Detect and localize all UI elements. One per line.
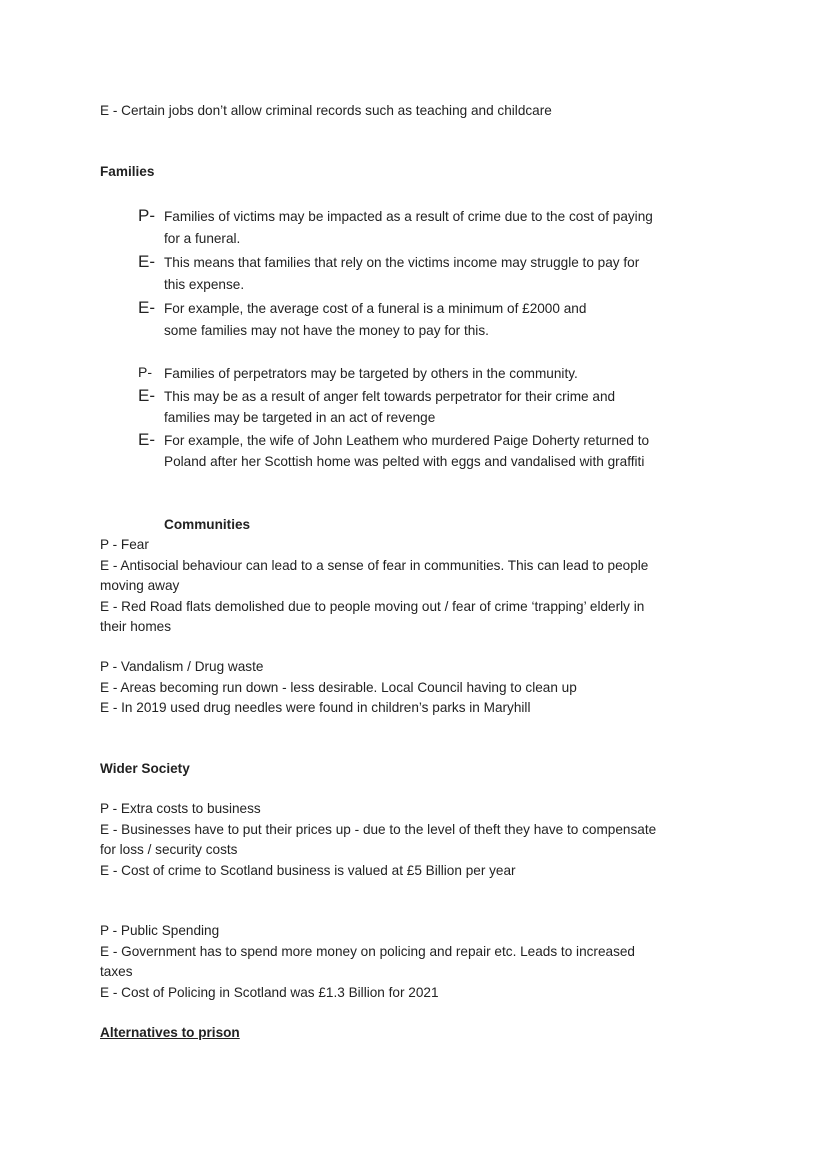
- list-item-text: Families of perpetrators may be targeted by others in the community.: [164, 366, 578, 381]
- communities-block-2: [100, 657, 740, 719]
- communities-section: [164, 515, 804, 536]
- list-item-text: For example, the average cost of a funeral is a minimum of £2000 and: [164, 301, 587, 316]
- list-item: [138, 298, 738, 341]
- text-line: E - Red Road flats demolished due to people moving out / fear of crime ‘trapping’ elderly in: [100, 598, 645, 614]
- list-item: [138, 363, 738, 385]
- text-line: E - Businesses have to put their prices up - due to the level of theft they have to compensate: [100, 821, 657, 837]
- alternatives-section: [100, 1023, 740, 1044]
- families-section: [100, 162, 740, 183]
- list-marker: E-: [138, 429, 155, 449]
- text-line: E - Antisocial behaviour can lead to a sense of fear in communities. This can lead to people: [100, 557, 649, 573]
- wider-society-block-1: [100, 799, 740, 881]
- list-marker: P-: [138, 206, 155, 225]
- list-marker: E-: [138, 298, 155, 317]
- list-marker: P-: [138, 364, 152, 380]
- text-line: P - Fear: [100, 537, 149, 552]
- intro-line: E - Certain jobs don’t allow criminal records such as teaching and childcare: [100, 103, 552, 118]
- list-item-text: Poland after her Scottish home was pelted with eggs and vandalised with graffiti: [164, 454, 645, 469]
- text-line: P - Public Spending: [100, 923, 220, 938]
- text-line: E - Cost of crime to Scotland business is valued at £5 Billion per year: [100, 862, 516, 878]
- list-item: [138, 252, 738, 295]
- alternatives-heading: Alternatives to prison: [100, 1025, 240, 1040]
- text-line: taxes: [100, 964, 133, 979]
- list-item-text: This may be as a result of anger felt towards perpetrator for their crime and: [164, 388, 616, 404]
- list-item: [138, 430, 738, 473]
- communities-block-1: [100, 535, 740, 638]
- text-line: P - Extra costs to business: [100, 801, 261, 816]
- list-item: [138, 206, 738, 249]
- list-item-text: This means that families that rely on the victims income may struggle to pay for: [164, 255, 640, 270]
- list-item-text: For example, the wife of John Leathem who murdered Paige Doherty returned to: [164, 432, 650, 448]
- text-line: P - Vandalism / Drug waste: [100, 659, 264, 674]
- families-heading: Families: [100, 164, 155, 179]
- list-item-text: Families of victims may be impacted as a result of crime due to the cost of paying: [164, 209, 653, 224]
- communities-heading: Communities: [164, 517, 251, 532]
- list-item-text: some families may not have the money to pay for this.: [164, 322, 489, 338]
- list-item-text: for a funeral.: [164, 230, 241, 246]
- families-group-1: [138, 206, 738, 341]
- list-marker: E-: [138, 252, 155, 271]
- text-line: moving away: [100, 578, 180, 593]
- list-item-text: this expense.: [164, 276, 245, 292]
- list-item: [138, 386, 738, 429]
- list-marker: E-: [138, 385, 155, 405]
- text-line: their homes: [100, 619, 172, 634]
- text-line: E - In 2019 used drug needles were found in children’s parks in Maryhill: [100, 700, 531, 715]
- intro-block: [100, 101, 740, 122]
- wider-society-section: [100, 759, 740, 780]
- families-group-2: [138, 363, 738, 473]
- text-line: E - Areas becoming run down - less desirable. Local Council having to clean up: [100, 679, 577, 695]
- list-item-text: families may be targeted in an act of revenge: [164, 410, 436, 425]
- wider-society-block-2: [100, 921, 740, 1003]
- text-line: for loss / security costs: [100, 842, 238, 857]
- text-line: E - Government has to spend more money on policing and repair etc. Leads to increased: [100, 943, 635, 959]
- wider-society-heading: Wider Society: [100, 761, 190, 776]
- text-line: E - Cost of Policing in Scotland was £1.3 Billion for 2021: [100, 984, 439, 1000]
